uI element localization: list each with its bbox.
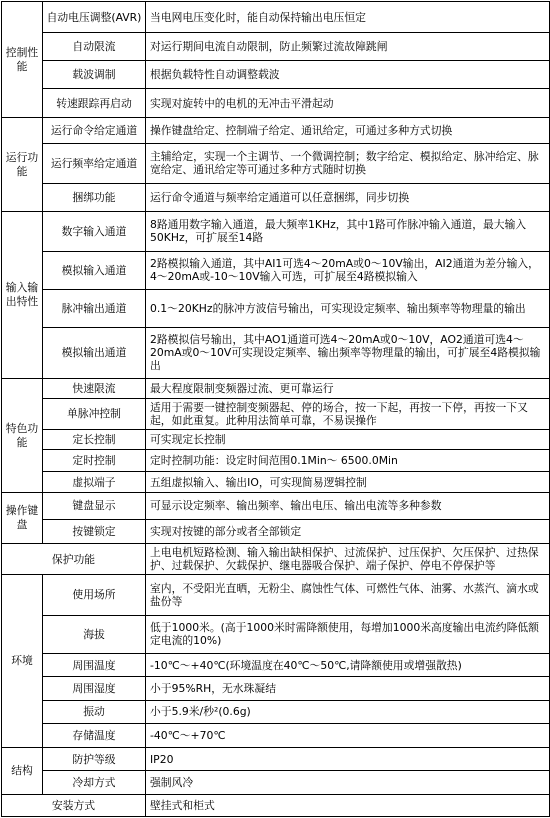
item-name: 定长控制: [43, 429, 146, 449]
item-description: IP20: [146, 748, 550, 771]
category-run-function: 运行功能: [2, 118, 43, 212]
item-name: 单脉冲控制: [43, 399, 146, 429]
item-name: 周围湿度: [43, 677, 146, 700]
table-row: [2, 118, 550, 143]
item-description: 最大程度限制变频器过流、更可靠运行: [146, 379, 550, 399]
item-description: 定时控制功能：设定时间范围0.1Min～ 6500.0Min: [146, 449, 550, 471]
item-description: 室内，不受阳光直晒，无粉尘、腐蚀性气体、可燃性气体、油雾、水蒸汽、滴水或盐份等: [146, 575, 550, 615]
item-name: 按键锁定: [43, 519, 146, 543]
item-description: 小于95%RH，无水珠凝结: [146, 677, 550, 700]
table-row: [2, 2, 550, 33]
item-description: 0.1～20KHz的脉冲方波信号输出，可实现设定频率、输出频率等物理量的输出: [146, 290, 550, 327]
item-name: 保护功能: [2, 543, 146, 574]
table-row: [2, 429, 550, 449]
table-row: [2, 493, 550, 519]
table-row: [2, 379, 550, 399]
table-row: [2, 399, 550, 429]
category-io-characteristics: 输入输出特性: [2, 212, 43, 379]
item-description: 实现对旋转中的电机的无冲击平滑起动: [146, 88, 550, 117]
category-special-functions: 特色功能: [2, 379, 43, 493]
table-row: [2, 251, 550, 289]
item-description: 小于5.9米/秒²(0.6g): [146, 700, 550, 723]
item-name: 脉冲输出通道: [43, 290, 146, 327]
item-name: 键盘显示: [43, 493, 146, 519]
item-description: 可显示设定频率、输出频率、输出电压、输出电流等多种参数: [146, 493, 550, 519]
table-row: [2, 449, 550, 471]
item-description: 操作键盘给定、控制端子给定、通讯给定，可通过多种方式切换: [146, 118, 550, 143]
table-row: [2, 677, 550, 700]
item-description: 低于1000米。(高于1000米时需降额使用，每增加1000米高度输出电流约降低额定电流的10%): [146, 615, 550, 653]
item-name: 运行命令给定通道: [43, 118, 146, 143]
item-name: 自动电压调整(AVR): [43, 2, 146, 33]
item-description: 可实现定长控制: [146, 429, 550, 449]
item-description: 实现对按键的部分或者全部锁定: [146, 519, 550, 543]
item-description: -10℃～+40℃(环境温度在40℃～50℃,请降额使用或增强散热): [146, 654, 550, 677]
item-description: 2路模拟信号输出，其中AO1通道可选4～20mA或0～10V，AO2通道可选4～20mA或0～10V可实现设定频率、输出频率等物理量的输出，可扩展至4路模拟输出: [146, 327, 550, 379]
item-description: 8路通用数字输入通道，最大频率1KHz，其中1路可作脉冲输入通道，最大输入50KHz，可扩展至14路: [146, 212, 550, 251]
item-description: -40℃～+70℃: [146, 723, 550, 747]
table-row: [2, 519, 550, 543]
table-row: [2, 748, 550, 771]
table-row: [2, 575, 550, 615]
item-description: 主辅给定，实现一个主调节、一个微调控制；数字给定、模拟给定、脉冲给定、脉宽给定、通讯给定等可通过多种方式随时切换: [146, 143, 550, 183]
item-description: 上电电机短路检测、输入输出缺相保护、过流保护、过压保护、欠压保护、过热保护、过载保护、欠载保护、继电器吸合保护、端子保护、停电不停保护等: [146, 543, 550, 574]
item-name: 周围温度: [43, 654, 146, 677]
item-name: 使用场所: [43, 575, 146, 615]
table-row: [2, 615, 550, 653]
item-name: 虚拟端子: [43, 472, 146, 493]
category-control-performance: 控制性能: [2, 2, 43, 118]
item-name: 数字输入通道: [43, 212, 146, 251]
item-description: 壁挂式和柜式: [146, 794, 550, 816]
item-name: 振动: [43, 700, 146, 723]
item-description: 运行命令通道与频率给定通道可以任意捆绑，同步切换: [146, 183, 550, 211]
table-row: [2, 183, 550, 211]
item-name: 自动限流: [43, 33, 146, 60]
table-row: [2, 771, 550, 794]
table-row: [2, 543, 550, 574]
table-row: [2, 290, 550, 327]
item-name: 定时控制: [43, 449, 146, 471]
item-name: 防护等级: [43, 748, 146, 771]
table-row: [2, 723, 550, 747]
item-name: 运行频率给定通道: [43, 143, 146, 183]
item-name: 存储温度: [43, 723, 146, 747]
item-name: 模拟输入通道: [43, 251, 146, 289]
category-structure: 结构: [2, 748, 43, 795]
item-description: 根据负载特性自动调整载波: [146, 60, 550, 88]
item-name: 模拟输出通道: [43, 327, 146, 379]
item-description: 强制风冷: [146, 771, 550, 794]
item-name: 转速跟踪再启动: [43, 88, 146, 117]
table-row: [2, 327, 550, 379]
item-name: 海拔: [43, 615, 146, 653]
item-name: 冷却方式: [43, 771, 146, 794]
item-name: 安装方式: [2, 794, 146, 816]
item-name: 快速限流: [43, 379, 146, 399]
item-description: 2路模拟输入通道，其中AI1可选4～20mA或0～10V输出，AI2通道为差分输入，4～20mA或-10～10V输入可选，可扩展至4路模拟输入: [146, 251, 550, 289]
table-row: [2, 88, 550, 117]
item-description: 当电网电压变化时，能自动保持输出电压恒定: [146, 2, 550, 33]
item-name: 捆绑功能: [43, 183, 146, 211]
item-description: 对运行期间电流自动限制，防止频繁过流故障跳闸: [146, 33, 550, 60]
item-description: 五组虚拟输入、输出IO，可实现简易逻辑控制: [146, 472, 550, 493]
table-row: [2, 654, 550, 677]
item-description: 适用于需要一键控制变频器起、停的场合，按一下起，再按一下停，再按一下又起，如此重复。此种用法简单可靠，不易误操作: [146, 399, 550, 429]
table-row: [2, 143, 550, 183]
category-keyboard: 操作键盘: [2, 493, 43, 544]
table-row: [2, 472, 550, 493]
table-row: [2, 33, 550, 60]
table-row: [2, 794, 550, 816]
specification-table: [1, 1, 550, 817]
table-row: [2, 700, 550, 723]
table-row: [2, 212, 550, 251]
item-name: 载波调制: [43, 60, 146, 88]
table-row: [2, 60, 550, 88]
category-environment: 环境: [2, 575, 43, 748]
